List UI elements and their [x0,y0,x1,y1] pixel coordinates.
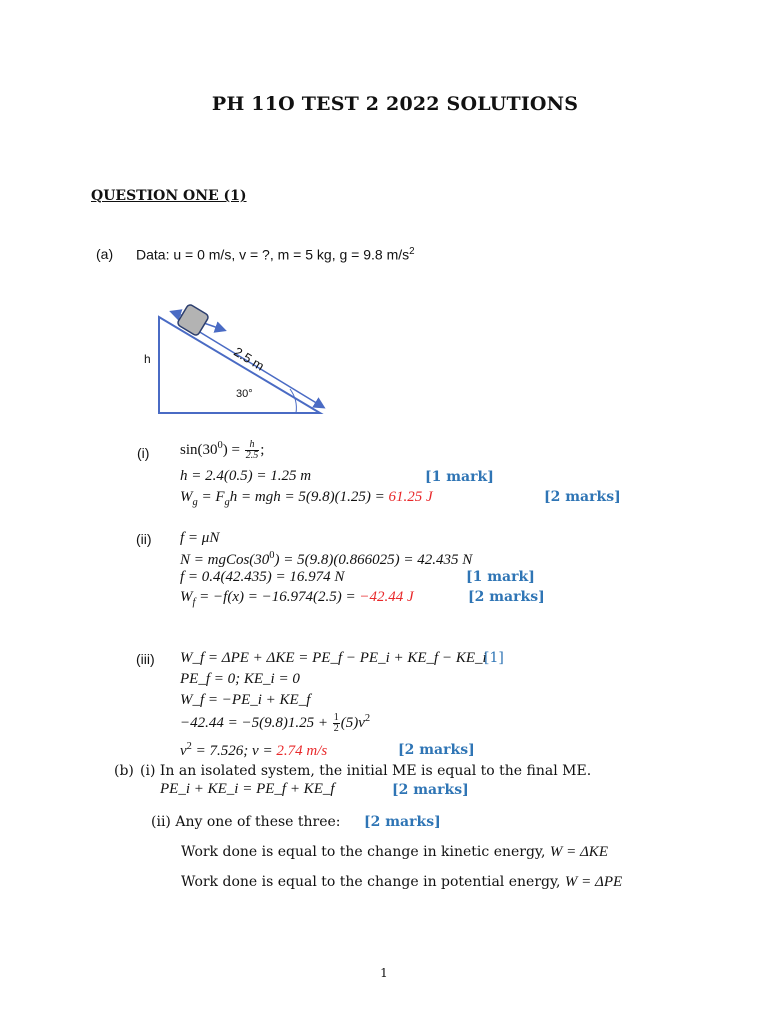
part-i-line3-mark: [2 marks] [544,489,621,505]
part-iii-line1-mark: [1] [484,650,504,666]
angle-arc [290,389,296,413]
part-iii-line1: W_f = ΔPE + ΔKE = PE_f − PE_i + KE_f − KE_i [180,650,487,666]
part-b-label: (b) [114,763,134,779]
part-b-i-text: (i) In an isolated system, the initial ME is equal to the final ME. [140,763,592,779]
part-i-line3: $W_g = F_gh$ = mgh = 5(9.8)(1.25) = 61.25 J [180,489,433,508]
length-label: 2.5 m [231,344,267,374]
part-b-ii-mark: [2 marks] [364,814,441,830]
data-sup: 2 [409,246,415,257]
part-i-line2: h = 2.4(0.5) = 1.25 m [180,468,312,484]
part-iii-line4: −42.44 = −5(9.8)1.25 + $\frac{1}{2}$ $(5)v^2$ [180,712,371,735]
part-a-data [136,246,415,263]
part-iii-label: (iii) [136,651,155,667]
part-i-answer: 61.25 J [388,489,433,505]
part-ii-line4: $W_f = -f(x) = -16.974(2.5) = -42.44$ J [180,589,414,608]
part-iii-line3: W_f = −PE_i + KE_f [180,692,311,708]
option-potential: Work done is equal to the change in potential energy, W = ΔPE [181,874,623,890]
part-ii-line3: f = 0.4(42.435) = 16.974 N [180,569,345,585]
part-b-i-mark: [2 marks] [392,782,469,798]
part-ii-line3-mark: [1 mark] [466,569,535,585]
angle-label: 30° [236,388,253,400]
part-i-label: (i) [137,445,150,461]
part-a-label: (a) [96,246,114,262]
part-ii-answer: −42.44 J [359,589,414,605]
part-iii-line2: PE_f = 0; KE_i = 0 [180,671,300,687]
part-i-line1: $\sin(30^0)$ = $\frac{h}{2.5}$ ; [180,439,265,462]
page-title: PH 11O TEST 2 2022 SOLUTIONS [211,93,579,115]
part-b-ii-text: (ii) Any one of these three: [151,814,341,830]
part-iii-line5-mark: [2 marks] [398,742,475,758]
part-i-line2-mark: [1 mark] [425,469,494,485]
part-b-i-equation: PE_i + KE_i = PE_f + KE_f [160,781,335,797]
option-kinetic: Work done is equal to the change in kinetic energy, W = ΔKE [181,844,608,860]
part-ii-line2: $N = mgCos(30^0) = 5(9.8)(0.866025) = 42.435$ N [180,550,473,568]
data-text: Data: u = 0 m/s, v = ?, m = 5 kg, g = 9.8 m/s [136,246,410,263]
part-ii-line1: f = μN [180,530,220,546]
page-number: 1 [380,966,388,980]
part-iii-line5: $v^2 = 7.526$; v = 2.74 m/s [180,741,328,759]
question-heading: QUESTION ONE (1) [91,188,247,204]
part-ii-label: (ii) [136,531,152,547]
part-ii-line4-mark: [2 marks] [468,589,545,605]
height-label: h [144,352,151,366]
part-iii-answer: 2.74 m/s [276,743,328,759]
